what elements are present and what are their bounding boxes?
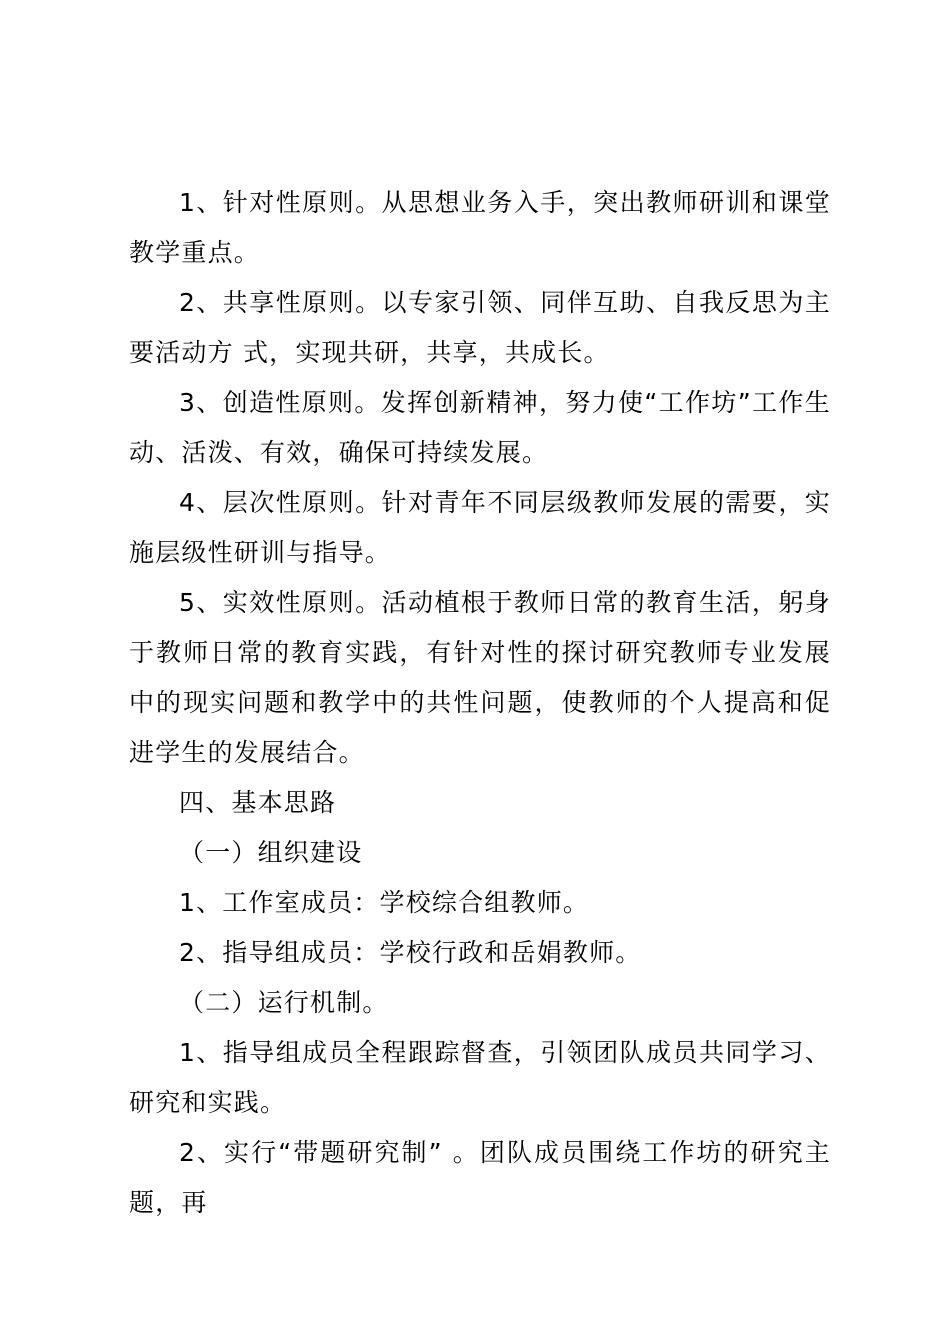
mechanism-item-supervision: 1、指导组成员全程跟踪督查，引领团队成员共同学习、研究和实践。	[129, 1038, 831, 1117]
document-page	[129, 178, 831, 1228]
principle-targeted: 1、针对性原则。从思想业务入手，突出教师研训和课堂教学重点。	[129, 188, 831, 267]
principle-sharing: 2、共享性原则。以专家引领、同伴互助、自我反思为主要活动方 式，实现共研，共享，共成长。	[129, 288, 831, 367]
section-heading-basic-ideas: 四、基本思路	[179, 788, 337, 817]
subheading-mechanism: （二）运行机制。	[179, 988, 389, 1017]
org-item-guidance-members: 2、指导组成员：学校行政和岳娟教师。	[179, 938, 642, 967]
principle-hierarchical: 4、层次性原则。针对青年不同层级教师发展的需要，实施层级性研训与指导。	[129, 488, 831, 567]
subheading-organization: （一）组织建设	[179, 838, 363, 867]
org-item-studio-members: 1、工作室成员：学校综合组教师。	[179, 888, 590, 917]
principle-effective: 5、实效性原则。活动植根于教师日常的教育生活，躬身于教师日常的教育实践，有针对性的探讨研究教师专业发展中的现实问题和教学中的共性问题，使教师的个人提高和促进学生的发展结合。	[129, 588, 831, 767]
principle-creative: 3、创造性原则。发挥创新精神，努力使“工作坊”工作生动、活泼、有效，确保可持续发展。	[129, 388, 831, 467]
mechanism-item-topic-research: 2、实行“带题研究制” 。团队成员围绕工作坊的研究主题，再	[129, 1138, 831, 1217]
